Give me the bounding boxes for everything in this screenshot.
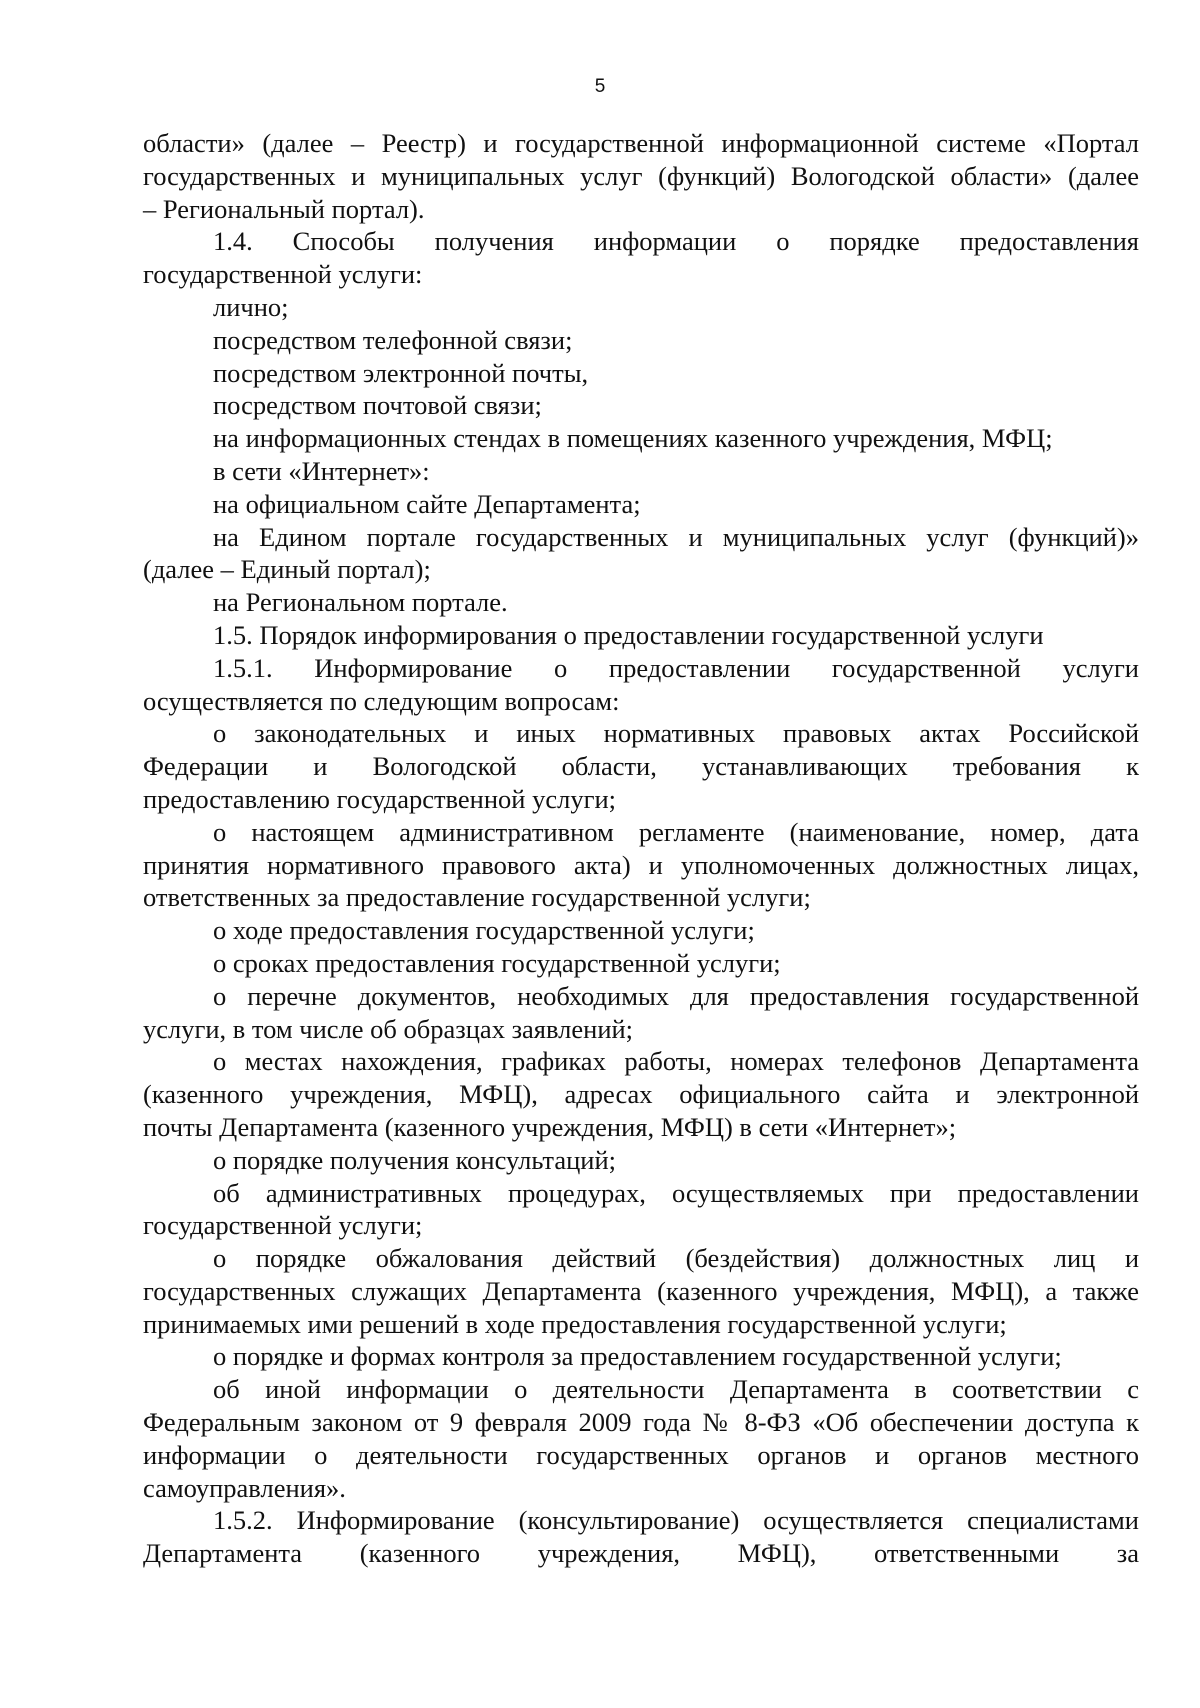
text-line: о порядке обжалования действий (бездействия) должностных лиц и	[213, 1243, 1139, 1274]
text-line: 1.4. Способы получения информации о порядке предоставления	[213, 226, 1139, 257]
text-line: о настоящем административном регламенте (наименование, номер, дата	[213, 816, 1139, 847]
text-line: посредством телефонной связи;	[213, 324, 573, 355]
text-line: 1.5. Порядок информирования о предоставлении государственной услуги	[213, 619, 1044, 650]
text-line: на Едином портале государственных и муниципальных услуг (функций)»	[213, 521, 1139, 552]
text-line: о ходе предоставления государственной услуги;	[213, 915, 755, 946]
text-line: в сети «Интернет»:	[213, 455, 430, 486]
text-line: 1.5.2. Информирование (консультирование) осуществляется специалистами	[213, 1505, 1139, 1536]
text-line: государственной услуги:	[143, 259, 423, 290]
text-line: о сроках предоставления государственной услуги;	[213, 947, 781, 978]
text-line: Федерации и Вологодской области, устанавливающих требования к	[143, 751, 1139, 782]
text-line: лично;	[213, 291, 289, 322]
text-line: о порядке получения консультаций;	[213, 1144, 616, 1175]
text-line: на Региональном портале.	[213, 587, 508, 618]
text-line: о законодательных и иных нормативных правовых актах Российской	[213, 718, 1139, 749]
text-line: Федеральным законом от 9 февраля 2009 года № 8-ФЗ «Об обеспечении доступа к	[143, 1407, 1139, 1438]
text-line: государственных служащих Департамента (казенного учреждения, МФЦ), а также	[143, 1275, 1139, 1306]
text-line: осуществляется по следующим вопросам:	[143, 685, 620, 716]
text-line: принимаемых ими решений в ходе предоставления государственной услуги;	[143, 1308, 1007, 1339]
text-line: принятия нормативного правового акта) и уполномоченных должностных лицах,	[143, 849, 1139, 880]
text-line: государственной услуги;	[143, 1210, 423, 1241]
text-line: о местах нахождения, графиках работы, номерах телефонов Департамента	[213, 1046, 1139, 1077]
document-body	[143, 127, 1139, 1570]
text-line: информации о деятельности государственных органов и органов местного	[143, 1439, 1139, 1470]
text-line: (далее – Единый портал);	[143, 554, 431, 585]
text-line: – Региональный портал).	[143, 193, 425, 224]
text-line: о порядке и формах контроля за предоставлением государственной услуги;	[213, 1341, 1062, 1372]
text-line: области» (далее – Реестр) и государственной информационной системе «Портал	[143, 128, 1139, 158]
text-line: ответственных за предоставление государственной услуги;	[143, 882, 811, 913]
page-number: 5	[594, 76, 606, 97]
text-line: государственных и муниципальных услуг (функций) Вологодской области» (далее	[143, 160, 1139, 191]
text-line: предоставлению государственной услуги;	[143, 783, 616, 814]
text-line: почты Департамента (казенного учреждения, МФЦ) в сети «Интернет»;	[143, 1111, 957, 1142]
text-line: об иной информации о деятельности Департамента в соответствии с	[213, 1374, 1139, 1405]
text-line: на официальном сайте Департамента;	[213, 488, 641, 519]
text-line: 1.5.1. Информирование о предоставлении государственной услуги	[213, 652, 1139, 683]
text-line: самоуправления».	[143, 1472, 346, 1503]
text-line: на информационных стендах в помещениях казенного учреждения, МФЦ;	[213, 423, 1053, 454]
text-line: об административных процедурах, осуществляемых при предоставлении	[213, 1177, 1139, 1208]
text-line: посредством почтовой связи;	[213, 390, 542, 421]
text-line: посредством электронной почты,	[213, 357, 589, 388]
text-line: о перечне документов, необходимых для предоставления государственной	[213, 980, 1139, 1011]
text-line: Департамента (казенного учреждения, МФЦ), ответственными за	[143, 1538, 1139, 1569]
text-line: услуги, в том числе об образцах заявлений;	[143, 1013, 634, 1044]
text-line: (казенного учреждения, МФЦ), адресах официального сайта и электронной	[143, 1079, 1139, 1110]
